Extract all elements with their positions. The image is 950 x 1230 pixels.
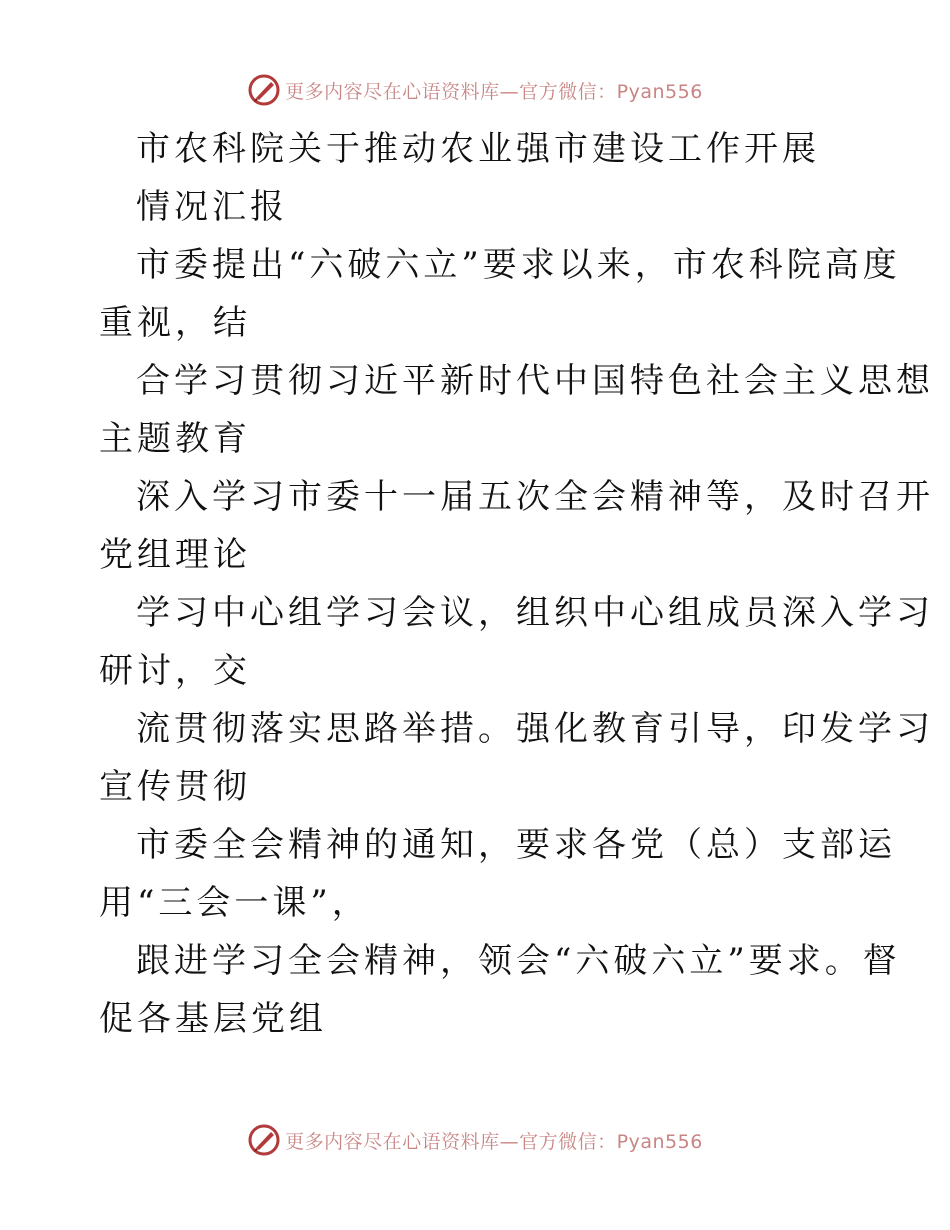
- text-line: 主题教育: [99, 419, 251, 459]
- quill-logo-icon: [247, 73, 281, 107]
- header-watermark: [0, 70, 950, 110]
- text-line: 深入学习市委十一届五次全会精神等，及时召开: [136, 477, 934, 517]
- text-line: 流贯彻落实思路举措。强化教育引导，印发学习: [136, 709, 934, 749]
- text-line: 市农科院关于推动农业强市建设工作开展: [136, 129, 820, 169]
- text-line: 合学习贯彻习近平新时代中国特色社会主义思想: [136, 361, 934, 401]
- quill-logo-icon: [247, 1123, 281, 1157]
- text-line: 学习中心组学习会议，组织中心组成员深入学习: [136, 593, 934, 633]
- document-body: [99, 120, 934, 1048]
- text-line: 市委全会精神的通知，要求各党（总）支部运: [136, 825, 896, 865]
- footer-watermark-text: 更多内容尽在心语资料库—官方微信：Pyan556: [285, 1130, 703, 1153]
- footer-watermark: [0, 1120, 950, 1160]
- text-line: 用“三会一课”，: [99, 883, 370, 923]
- text-line: 党组理论: [99, 535, 251, 575]
- text-line: 重视，结: [99, 303, 251, 343]
- text-line: 促各基层党组: [99, 999, 327, 1039]
- text-line: 宣传贯彻: [99, 767, 251, 807]
- text-line: 跟进学习全会精神，领会“六破六立”要求。督: [136, 941, 901, 981]
- header-watermark-text: 更多内容尽在心语资料库—官方微信：Pyan556: [285, 80, 703, 103]
- text-line: 市委提出“六破六立”要求以来，市农科院高度: [136, 245, 901, 285]
- text-line: 研讨，交: [99, 651, 251, 691]
- text-line: 情况汇报: [136, 187, 288, 227]
